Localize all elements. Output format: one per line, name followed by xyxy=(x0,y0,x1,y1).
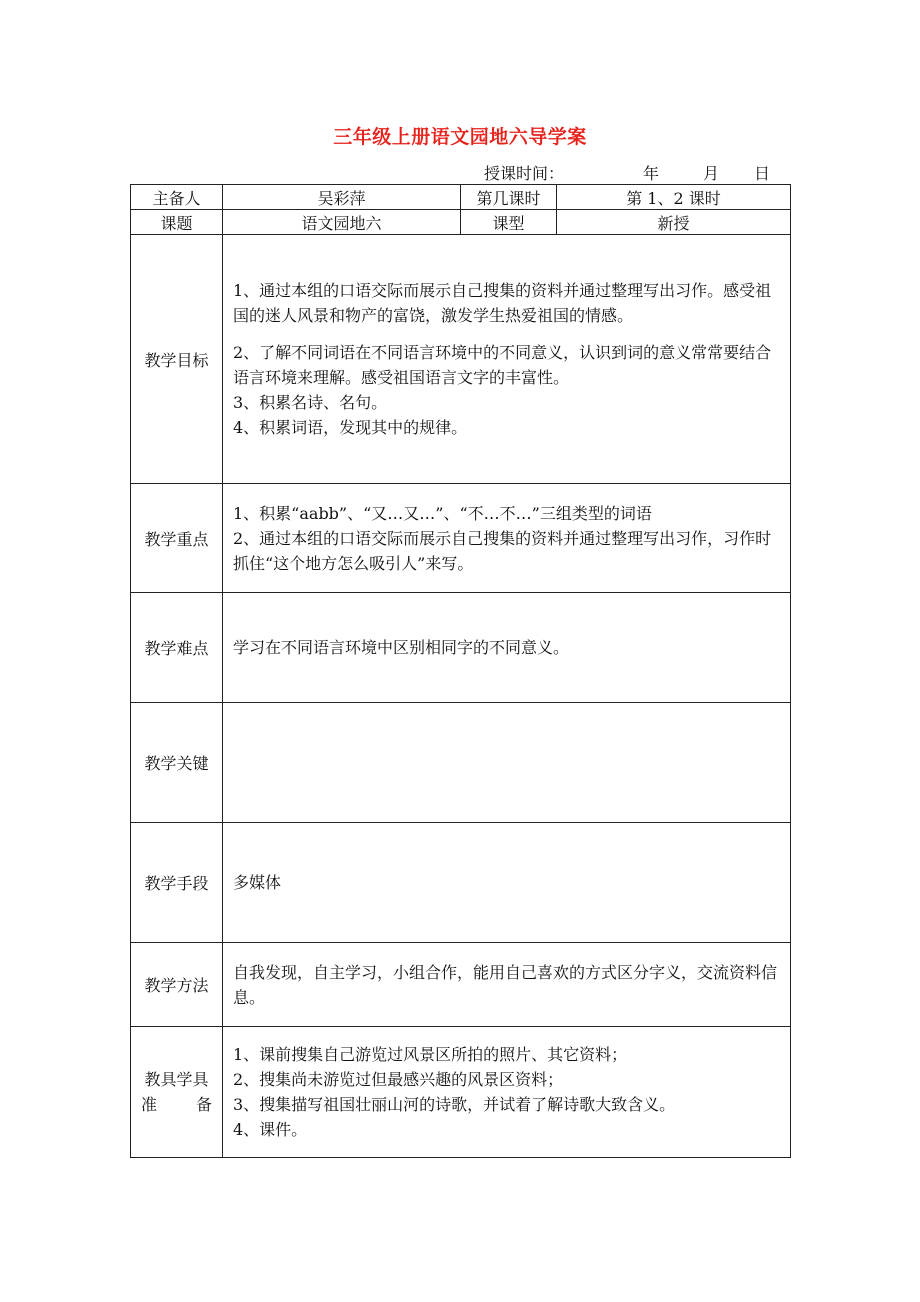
topic-label: 课题 xyxy=(131,210,223,235)
preparation-label xyxy=(131,1027,223,1158)
methods-content: 自我发现，自主学习，小组合作，能用自己喜欢的方式区分字义，交流资料信息。 xyxy=(223,943,791,1027)
difficulties-label: 教学难点 xyxy=(131,593,223,703)
preparation-label-line2 xyxy=(131,1092,222,1117)
table-row xyxy=(131,484,791,593)
lesson-type-label: 课型 xyxy=(461,210,557,235)
table-row xyxy=(131,210,791,235)
table-row xyxy=(131,823,791,943)
document-title: 三年级上册语文园地六导学案 xyxy=(333,126,587,148)
table-row xyxy=(131,185,791,210)
key-point-item: 1、积累“aabb”、“又…又…”、“不…不…”三组类型的词语 xyxy=(233,503,652,523)
means-label: 教学手段 xyxy=(131,823,223,943)
key-points-label: 教学重点 xyxy=(131,484,223,593)
goal-item: 2、了解不同词语在不同语言环境中的不同意义，认识到词的意义常常要结合语言环境来理解。感受祖国语言文字的丰富性。 xyxy=(233,343,772,387)
table-row xyxy=(131,235,791,484)
topic-value: 语文园地六 xyxy=(223,210,461,235)
date-line xyxy=(484,161,784,183)
table-row xyxy=(131,593,791,703)
preparation-item: 2、搜集尚未游览过但最感兴趣的风景区资料； xyxy=(233,1070,564,1089)
table-row xyxy=(131,1027,791,1158)
preparation-item: 3、搜集描写祖国壮丽山河的诗歌，并试着了解诗歌大致含义。 xyxy=(233,1095,676,1114)
preparation-content xyxy=(223,1027,791,1158)
goal-item: 4、积累词语，发现其中的规律。 xyxy=(233,418,468,437)
table-row xyxy=(131,703,791,823)
preparation-label-line1: 教具学具 xyxy=(144,1070,209,1089)
goal-item: 1、通过本组的口语交际而展示自己搜集的资料并通过整理写出习作。感受祖国的迷人风景和物产的富饶，激发学生热爱祖国的情感。 xyxy=(233,281,772,325)
preparation-label-char: 备 xyxy=(195,1095,212,1114)
key-label: 教学关键 xyxy=(131,703,223,823)
lesson-type-value: 新授 xyxy=(557,210,791,235)
means-content: 多媒体 xyxy=(223,823,791,943)
preparation-item: 4、课件。 xyxy=(233,1120,308,1139)
date-month: 月 xyxy=(703,164,720,183)
key-content xyxy=(223,703,791,823)
lesson-number-value: 第 1、2 课时 xyxy=(557,185,791,210)
preparation-label-char: 准 xyxy=(141,1095,158,1114)
key-point-item: 2、通过本组的口语交际而展示自己搜集的资料并通过整理写出习作，习作时抓住“这个地方怎么吸引人”来写。 xyxy=(233,528,772,573)
preparation-item: 1、课前搜集自己游览过风景区所拍的照片、其它资料； xyxy=(233,1045,628,1064)
goals-content xyxy=(223,235,791,484)
goals-label: 教学目标 xyxy=(131,235,223,484)
difficulties-content: 学习在不同语言环境中区别相同字的不同意义。 xyxy=(223,593,791,703)
methods-label: 教学方法 xyxy=(131,943,223,1027)
goal-item: 3、积累名诗、名句。 xyxy=(233,393,388,412)
preparer-value: 吴彩萍 xyxy=(223,185,461,210)
key-points-content xyxy=(223,484,791,593)
date-label: 授课时间： xyxy=(484,164,565,183)
date-day: 日 xyxy=(754,164,771,183)
date-year: 年 xyxy=(643,164,660,183)
lesson-plan-table xyxy=(130,184,791,1158)
preparer-label: 主备人 xyxy=(131,185,223,210)
table-row xyxy=(131,943,791,1027)
lesson-number-label: 第几课时 xyxy=(461,185,557,210)
